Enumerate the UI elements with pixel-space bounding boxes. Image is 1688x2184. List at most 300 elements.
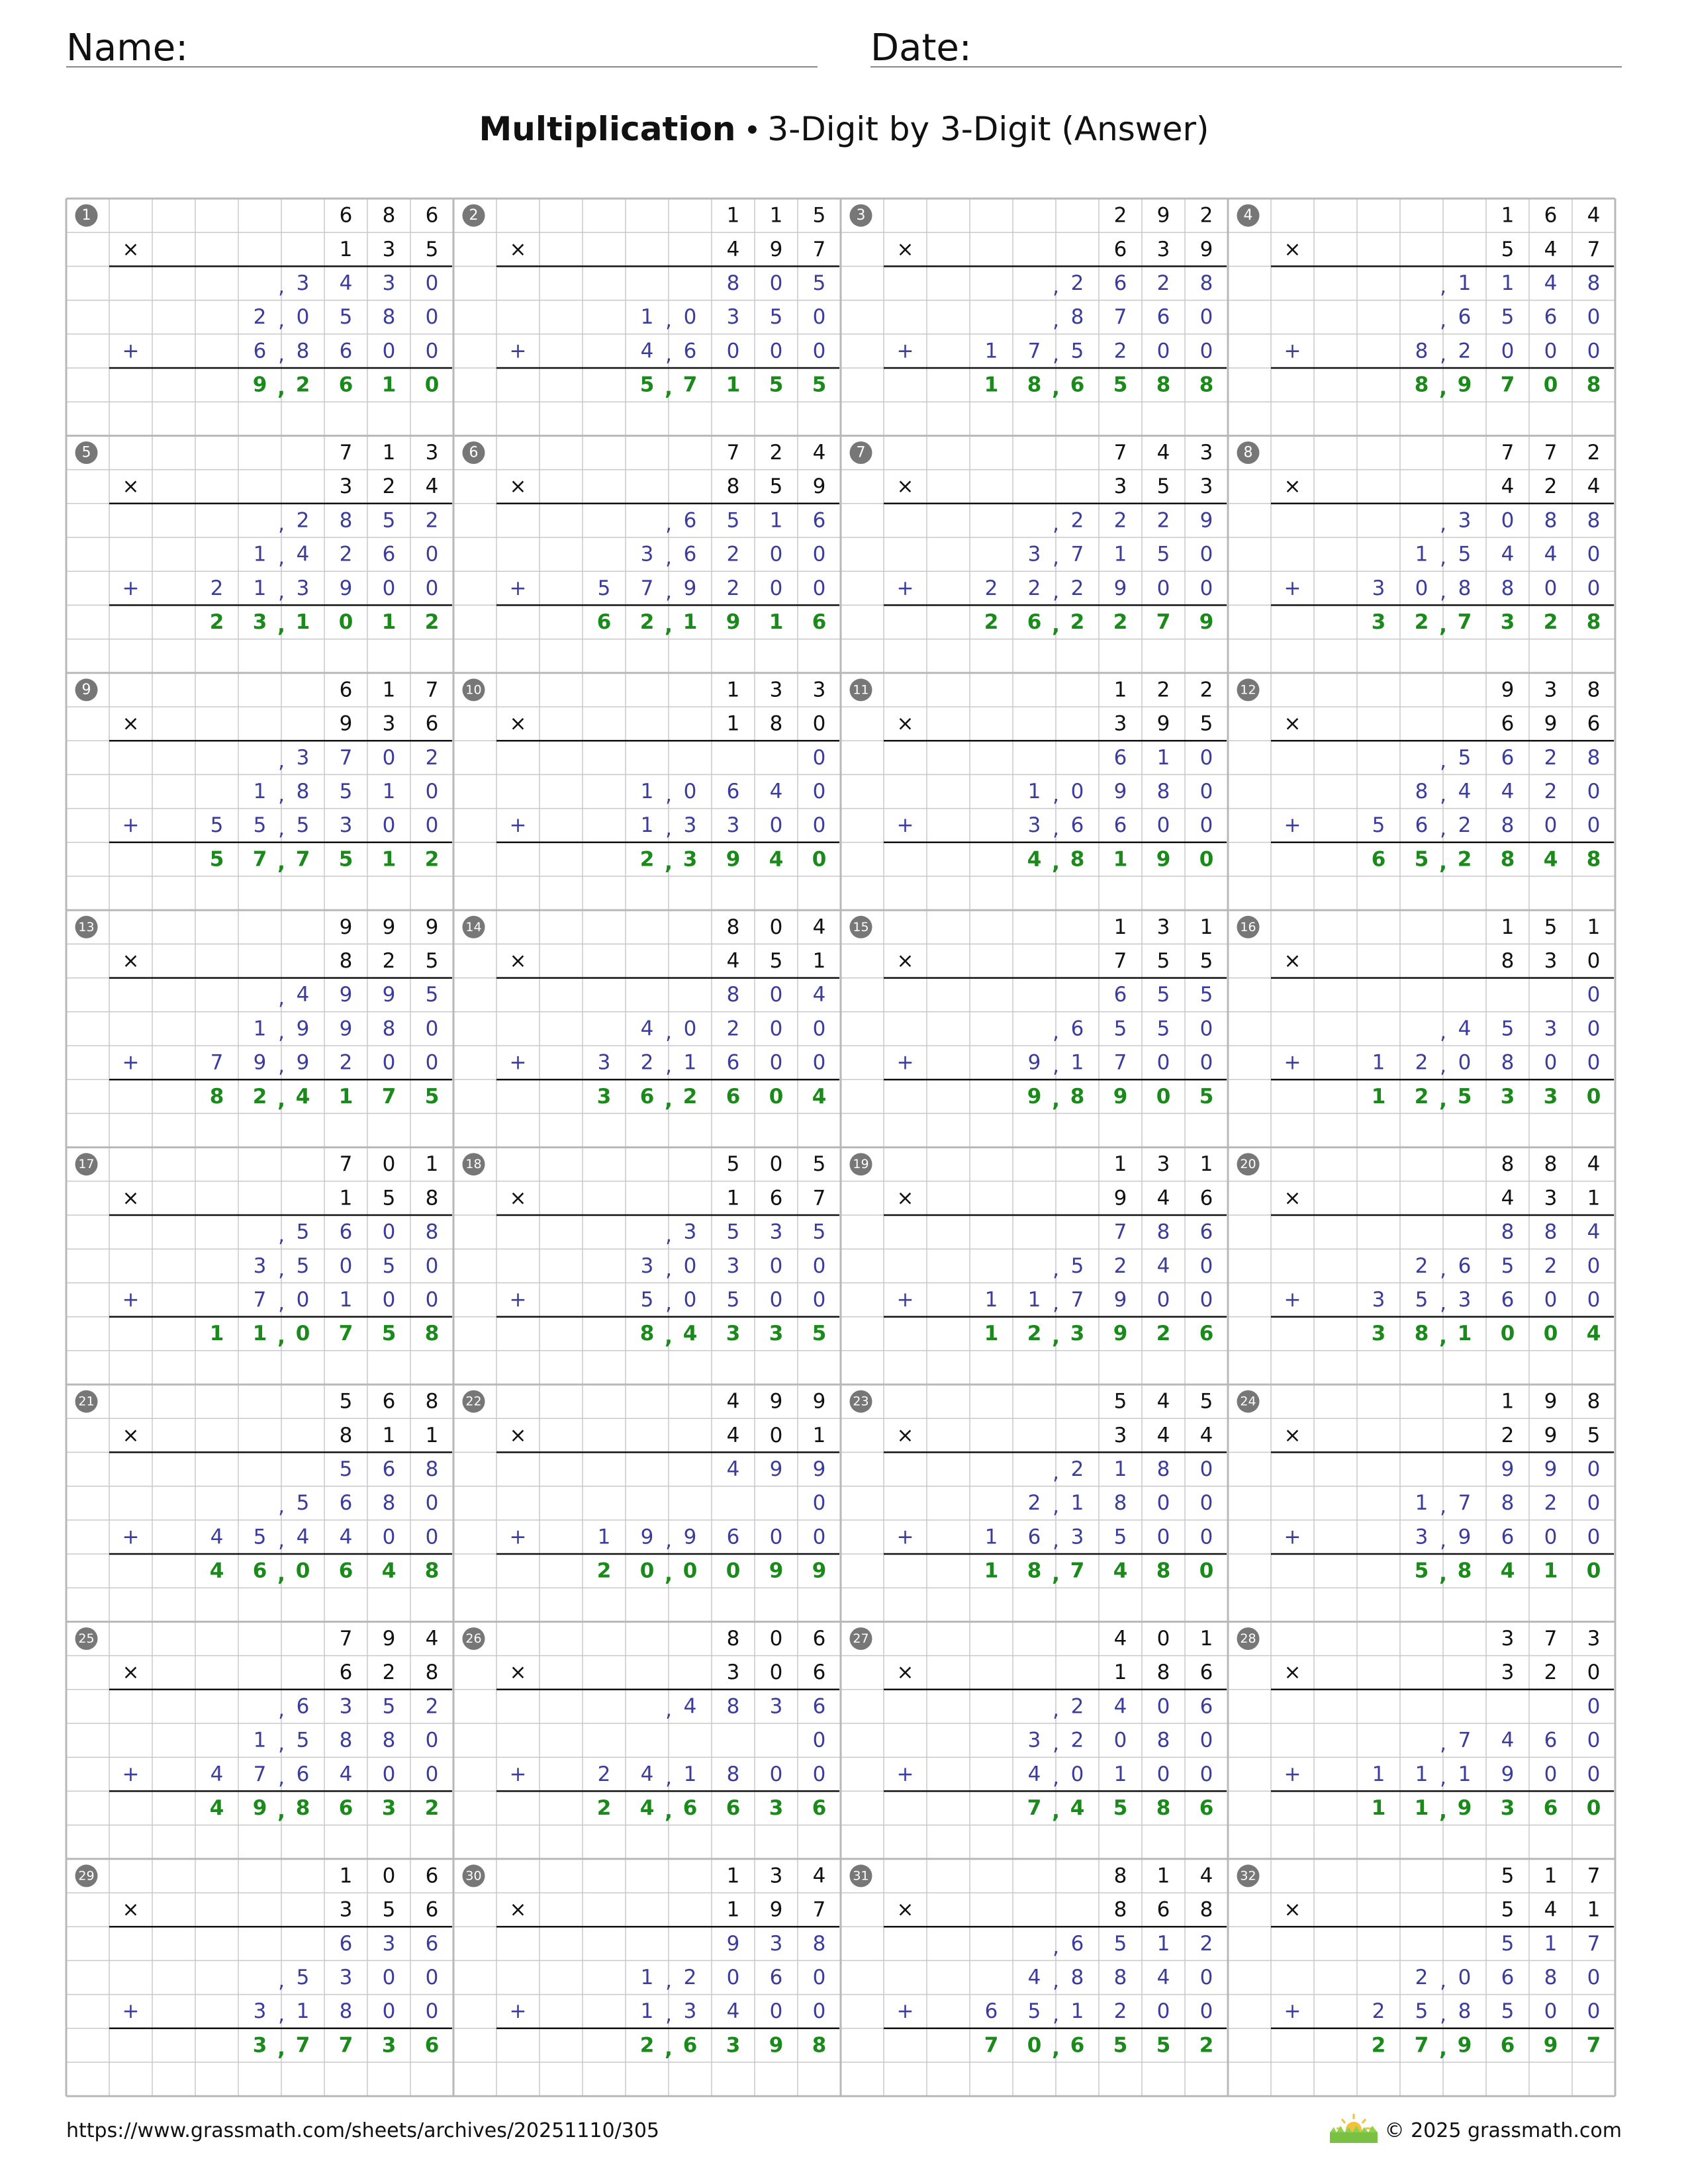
- multiplicand-digit: 3: [1156, 915, 1170, 939]
- multiplier-holder: [340, 1424, 439, 1447]
- title-main: Multiplication: [479, 110, 736, 148]
- multiplicand-holder: [727, 1864, 826, 1888]
- times-sign: ×: [509, 1661, 527, 1685]
- multiplicand-holder: [1114, 1864, 1213, 1888]
- partial-product-digit: 1: [1027, 780, 1041, 803]
- multiplier-digit: 9: [1544, 711, 1558, 736]
- partial-product-digit: 1: [1156, 745, 1170, 770]
- problem-number-badge: [850, 1627, 872, 1650]
- problem-number: 29: [78, 1868, 95, 1884]
- multiplicand-digit: 2: [1156, 678, 1170, 702]
- partial-product-digit: 0: [382, 1288, 396, 1312]
- multiplicand-digit: 7: [1544, 441, 1558, 465]
- plus-sign: +: [122, 1288, 140, 1312]
- multiplier-digit: 3: [1113, 711, 1127, 736]
- answer-holder: [640, 847, 827, 874]
- answer-digit: 0: [424, 373, 440, 397]
- multiplier-holder: [340, 1661, 439, 1684]
- partial-product-digit: 4: [812, 983, 826, 1007]
- multiplicand-digit: 0: [769, 915, 783, 939]
- problem-number-badge: [75, 441, 98, 464]
- partial-product-holder: [1053, 1254, 1213, 1281]
- partial-product-digit: 9: [253, 1050, 267, 1075]
- multiplier-holder: [1501, 1186, 1601, 1210]
- partial-product-digit: 2: [1415, 1966, 1429, 1989]
- partial-product-digit: 3: [339, 1694, 353, 1719]
- problem-4: [1237, 204, 1615, 400]
- answer-digit: 0: [769, 1084, 784, 1109]
- partial-product-comma: ,: [278, 1528, 285, 1553]
- multiplier-holder: [1114, 712, 1213, 736]
- multiplier-digit: 6: [1199, 1661, 1213, 1685]
- partial-product-comma: ,: [1440, 817, 1446, 841]
- partial-product-digit: 1: [253, 780, 267, 803]
- partial-product-digit: 5: [425, 983, 439, 1007]
- partial-product-digit: 2: [1544, 780, 1558, 803]
- partial-product-digit: 1: [1458, 271, 1472, 295]
- multiplier-digit: 1: [726, 1897, 740, 1922]
- partial-product-digit: 2: [1113, 508, 1127, 533]
- partial-product-digit: 0: [425, 1050, 439, 1075]
- answer-comma: ,: [277, 2036, 285, 2061]
- answer-digit: 9: [1543, 2033, 1558, 2058]
- partial-product-holder: [1440, 1017, 1600, 1044]
- partial-product-digit: 8: [726, 1694, 740, 1719]
- times-sign: ×: [1284, 949, 1301, 973]
- multiplicand-holder: [340, 1864, 439, 1888]
- partial-product-digit: 8: [726, 271, 740, 295]
- partial-product-digit: 0: [1199, 813, 1213, 838]
- answer-digit: 2: [1371, 2033, 1386, 2058]
- partial-product-comma: ,: [1053, 1698, 1059, 1722]
- partial-product-digit: 4: [1544, 271, 1558, 295]
- partial-product-digit: 0: [769, 813, 783, 838]
- partial-product-digit: 1: [640, 813, 654, 838]
- partial-product-digit: 0: [1544, 1050, 1558, 1075]
- partial-product-digit: 7: [1458, 1491, 1472, 1516]
- plus-sign: +: [509, 1525, 527, 1549]
- answer-digit: 0: [295, 1559, 310, 1583]
- multiplicand-digit: 4: [812, 441, 826, 465]
- partial-product-digit: 4: [640, 1762, 654, 1786]
- answer-digit: 3: [769, 1796, 784, 1820]
- answer-digit: 9: [726, 847, 741, 872]
- partial-product-digit: 3: [640, 542, 654, 567]
- partial-product-digit: 6: [984, 1999, 998, 2024]
- partial-product-digit: 6: [1070, 1931, 1084, 1956]
- multiplicand-digit: 8: [1587, 1389, 1601, 1414]
- multiplicand-holder: [727, 678, 826, 702]
- answer-digit: 6: [1027, 610, 1042, 634]
- partial-product-digit: 3: [769, 1220, 783, 1244]
- plus-sign: +: [1284, 1050, 1301, 1075]
- partial-product-comma: ,: [1053, 308, 1059, 333]
- multiplicand-digit: 7: [1501, 441, 1515, 465]
- answer-digit: 7: [252, 847, 267, 872]
- answer-digit: 5: [1156, 2033, 1171, 2058]
- partial-product-comma: ,: [665, 579, 672, 604]
- multiplier-digit: 1: [726, 711, 740, 736]
- answer-digit: 3: [726, 1322, 741, 1346]
- partial-product-digit: 0: [769, 542, 783, 567]
- answer-comma: ,: [1052, 1562, 1060, 1586]
- answer-digit: 5: [1457, 1084, 1472, 1109]
- answer-digit: 5: [1113, 373, 1128, 397]
- multiplier-digit: 4: [726, 1423, 740, 1447]
- multiplicand-digit: 0: [382, 1864, 396, 1888]
- multiplier-holder: [1501, 238, 1601, 261]
- problem-12: [1237, 678, 1615, 874]
- answer-comma: ,: [277, 1562, 285, 1586]
- multiplier-digit: 7: [812, 237, 826, 261]
- partial-product-digit: 6: [1027, 1525, 1041, 1549]
- answer-digit: 0: [1199, 847, 1214, 872]
- partial-product-digit: 2: [1199, 1931, 1213, 1956]
- partial-product-comma: ,: [278, 1765, 285, 1790]
- multiplier-digit: 9: [1544, 1423, 1558, 1447]
- partial-product-comma: ,: [1440, 2003, 1446, 2027]
- partial-product-digit: 0: [1199, 1728, 1213, 1752]
- multiplicand-digit: 7: [339, 1152, 353, 1177]
- plus-sign: +: [509, 1050, 527, 1075]
- answer-digit: 4: [1027, 847, 1042, 872]
- partial-product-digit: 5: [382, 1694, 396, 1719]
- partial-product-digit: 1: [253, 1017, 267, 1041]
- partial-product-digit: 2: [1156, 271, 1170, 295]
- partial-product-digit: 0: [812, 1491, 826, 1516]
- partial-product-comma: ,: [1440, 1765, 1446, 1790]
- partial-product-digit: 8: [1587, 508, 1601, 533]
- multiplier-digit: 1: [812, 1423, 826, 1447]
- partial-product-digit: 6: [339, 1220, 353, 1244]
- partial-product-digit: 7: [640, 576, 654, 600]
- partial-product-digit: 0: [1199, 576, 1213, 600]
- partial-product-digit: 0: [1587, 1288, 1601, 1312]
- answer-digit: 3: [252, 610, 267, 634]
- partial-product-comma: ,: [1053, 1054, 1059, 1078]
- partial-product-digit: 1: [597, 1525, 611, 1549]
- answer-comma: ,: [1439, 1799, 1447, 1823]
- multiplier-digit: 6: [339, 1661, 353, 1685]
- partial-product-comma: ,: [278, 1969, 285, 1993]
- partial-product-holder: [278, 271, 438, 298]
- answer-digit: 3: [1543, 1084, 1558, 1109]
- partial-product-digit: 6: [683, 542, 697, 567]
- answer-digit: 2: [639, 2033, 655, 2058]
- partial-product-digit: 4: [1027, 1762, 1041, 1786]
- partial-product-digit: 0: [425, 1017, 439, 1041]
- partial-product-digit: 0: [382, 1525, 396, 1549]
- multiplier-holder: [727, 712, 826, 736]
- partial-product-digit: 6: [382, 542, 396, 567]
- multiplicand-digit: 1: [1113, 915, 1127, 939]
- partial-product-digit: 0: [1156, 1288, 1170, 1312]
- partial-product-digit: 4: [339, 1525, 353, 1549]
- title-subtitle: 3-Digit by 3-Digit (Answer): [767, 110, 1209, 148]
- partial-product-comma: ,: [1053, 1494, 1059, 1519]
- partial-product-holder: [727, 1457, 826, 1481]
- partial-product-digit: 0: [425, 813, 439, 838]
- partial-product-digit: 9: [1113, 1288, 1127, 1312]
- problem-number-badge: [1237, 1153, 1260, 1175]
- partial-product-digit: 0: [382, 1999, 396, 2024]
- multiplicand-digit: 4: [726, 1389, 740, 1414]
- answer-digit: 6: [812, 610, 827, 634]
- answer-digit: 1: [381, 610, 397, 634]
- partial-product-digit: 2: [425, 508, 439, 533]
- answer-digit: 6: [726, 1084, 741, 1109]
- multiplier-holder: [340, 475, 439, 498]
- partial-product-digit: 1: [1544, 1931, 1558, 1956]
- partial-product-digit: 8: [1501, 576, 1515, 600]
- partial-product-digit: 8: [1415, 339, 1429, 363]
- multiplicand-digit: 1: [726, 678, 740, 702]
- problem-number-badge: [1237, 678, 1260, 701]
- multiplier-digit: 5: [1501, 237, 1515, 261]
- answer-digit: 8: [1457, 1559, 1472, 1583]
- multiplicand-digit: 3: [425, 441, 439, 465]
- partial-product-digit: 1: [683, 1762, 697, 1786]
- answer-comma: ,: [665, 850, 673, 875]
- answer-digit: 3: [1371, 1322, 1386, 1346]
- answer-digit: 2: [424, 610, 440, 634]
- partial-product-comma: ,: [1053, 579, 1059, 604]
- answer-digit: 6: [338, 373, 353, 397]
- answer-digit: 7: [1457, 610, 1472, 634]
- partial-product-digit: 0: [683, 1288, 697, 1312]
- answer-digit: 3: [682, 847, 698, 872]
- partial-product-holder: [1501, 1457, 1601, 1481]
- partial-product-comma: ,: [278, 749, 285, 773]
- answer-digit: 1: [1457, 1322, 1472, 1346]
- answer-digit: 6: [424, 2033, 440, 2058]
- problem-number: 7: [856, 444, 866, 461]
- partial-product-digit: 0: [382, 1762, 396, 1786]
- partial-product-digit: 0: [812, 1762, 826, 1786]
- partial-product-digit: 0: [1156, 1694, 1170, 1719]
- partial-product-digit: 1: [984, 1288, 998, 1312]
- partial-product-digit: 1: [1372, 1050, 1385, 1075]
- partial-product-digit: 8: [1199, 271, 1213, 295]
- answer-holder: [640, 2033, 827, 2060]
- answer-digit: 1: [381, 847, 397, 872]
- partial-product-digit: 0: [1501, 508, 1515, 533]
- multiplicand-holder: [340, 441, 439, 465]
- answer-comma: ,: [1052, 376, 1060, 400]
- answer-digit: 2: [209, 610, 224, 634]
- partial-product-digit: 0: [1199, 1999, 1213, 2024]
- partial-product-comma: ,: [278, 545, 285, 570]
- multiplicand-digit: 1: [726, 203, 740, 228]
- problem-number: 12: [1240, 682, 1256, 698]
- multiplicand-holder: [1501, 915, 1601, 939]
- partial-product-digit: 5: [1501, 1017, 1515, 1041]
- partial-product-digit: 4: [296, 1525, 310, 1549]
- partial-product-digit: 0: [1587, 1253, 1601, 1278]
- multiplicand-digit: 1: [1156, 1864, 1170, 1888]
- multiplicand-holder: [340, 678, 439, 702]
- multiplicand-digit: 4: [1587, 1152, 1601, 1177]
- partial-product-digit: 0: [1587, 1694, 1601, 1719]
- partial-product-comma: ,: [278, 512, 285, 536]
- times-sign: ×: [896, 237, 914, 261]
- multiplier-digit: 8: [339, 1423, 353, 1447]
- problem-number-badge: [463, 1153, 485, 1175]
- partial-product-digit: 1: [382, 780, 396, 803]
- plus-sign: +: [896, 576, 914, 600]
- times-sign: ×: [509, 1897, 527, 1922]
- multiplicand-holder: [1114, 1627, 1213, 1651]
- partial-product-digit: 2: [726, 576, 740, 600]
- problem-number: 14: [465, 919, 482, 934]
- answer-digit: 9: [1027, 1084, 1042, 1109]
- partial-product-digit: 4: [640, 1017, 654, 1041]
- partial-product-digit: 3: [296, 271, 310, 295]
- partial-product-digit: 8: [1501, 813, 1515, 838]
- partial-product-digit: 8: [1156, 1220, 1170, 1244]
- problem-number-badge: [463, 1864, 485, 1887]
- multiplier-digit: 6: [1199, 1186, 1213, 1210]
- problem-number: 28: [1240, 1631, 1256, 1646]
- answer-digit: 9: [1457, 373, 1472, 397]
- times-sign: ×: [509, 711, 527, 736]
- times-sign: ×: [896, 1186, 914, 1210]
- answer-digit: 2: [1070, 610, 1085, 634]
- partial-product-digit: 2: [597, 1762, 611, 1786]
- partial-product-digit: 5: [726, 1288, 740, 1312]
- multiplier-digit: 4: [1501, 475, 1515, 499]
- multiplicand-digit: 5: [726, 1152, 740, 1177]
- answer-digit: 5: [424, 1084, 440, 1109]
- partial-product-digit: 1: [984, 1525, 998, 1549]
- partial-product-digit: 6: [1501, 1288, 1515, 1312]
- partial-product-digit: 9: [1199, 508, 1213, 533]
- partial-product-digit: 0: [1587, 1999, 1601, 2024]
- multiplier-digit: 1: [339, 237, 353, 261]
- problem-6: [463, 441, 840, 637]
- partial-product-digit: 5: [1156, 983, 1170, 1007]
- problem-number-badge: [463, 1390, 485, 1413]
- answer-digit: 4: [812, 1084, 827, 1109]
- answer-comma: ,: [277, 1087, 285, 1112]
- partial-product-holder: [1440, 746, 1600, 773]
- answer-digit: 0: [1586, 1796, 1601, 1820]
- partial-product-digit: 0: [1544, 1525, 1558, 1549]
- multiplier-digit: 0: [769, 1661, 783, 1685]
- multiplier-digit: 6: [1587, 711, 1601, 736]
- partial-product-digit: 8: [296, 339, 310, 363]
- answer-comma: ,: [1052, 1799, 1060, 1823]
- multiplicand-holder: [1501, 1152, 1601, 1176]
- answer-digit: 0: [1586, 1559, 1601, 1583]
- problem-number-badge: [463, 678, 485, 701]
- answer-digit: 2: [424, 1796, 440, 1820]
- partial-product-holder: [1501, 1220, 1601, 1244]
- partial-product-digit: 3: [1027, 813, 1041, 838]
- partial-product-digit: 0: [1587, 780, 1601, 803]
- partial-product-digit: 3: [382, 271, 396, 295]
- partial-product-digit: 1: [769, 508, 783, 533]
- answer-digit: 0: [1199, 1559, 1214, 1583]
- plus-sign: +: [509, 339, 527, 363]
- partial-product-digit: 1: [253, 1728, 267, 1752]
- partial-product-digit: 5: [1199, 983, 1213, 1007]
- multiplicand-digit: 8: [1113, 1864, 1127, 1888]
- answer-digit: 9: [1113, 1322, 1128, 1346]
- partial-product-digit: 0: [1199, 1491, 1213, 1516]
- partial-product-digit: 0: [1587, 576, 1601, 600]
- partial-product-digit: 0: [1544, 813, 1558, 838]
- multiplier-digit: 3: [1113, 475, 1127, 499]
- multiplier-holder: [727, 1661, 826, 1684]
- partial-product-digit: 2: [984, 576, 998, 600]
- multiplicand-digit: 7: [1587, 1864, 1601, 1888]
- partial-product-digit: 5: [296, 1253, 310, 1278]
- partial-product-digit: 1: [253, 542, 267, 567]
- partial-product-digit: 8: [1458, 576, 1472, 600]
- partial-product-comma: ,: [665, 783, 672, 807]
- multiplicand-digit: 5: [1501, 1864, 1515, 1888]
- partial-product-digit: 0: [382, 1050, 396, 1075]
- multiplier-holder: [727, 1186, 826, 1210]
- multiplicand-digit: 1: [1113, 678, 1127, 702]
- multiplier-digit: 1: [339, 1186, 353, 1210]
- plus-sign: +: [122, 813, 140, 838]
- answer-digit: 2: [639, 847, 655, 872]
- partial-product-comma: ,: [278, 986, 285, 1011]
- multiplier-holder: [727, 475, 826, 498]
- problem-number-badge: [75, 1153, 98, 1175]
- answer-digit: 8: [424, 1322, 440, 1346]
- problem-20: [1237, 1152, 1615, 1349]
- multiplier-holder: [340, 238, 439, 261]
- answer-digit: 7: [338, 2033, 353, 2058]
- multiplier-digit: 9: [339, 711, 353, 736]
- problem-number-badge: [463, 441, 485, 464]
- answer-digit: 6: [1070, 2033, 1085, 2058]
- footer-url[interactable]: https://www.grassmath.com/sheets/archives/20251110/305: [66, 2119, 660, 2142]
- partial-product-digit: 5: [597, 576, 611, 600]
- partial-product-digit: 0: [1587, 813, 1601, 838]
- partial-product-holder: [1114, 746, 1213, 770]
- answer-digit: 8: [1027, 1559, 1042, 1583]
- multiplicand-digit: 6: [812, 1627, 826, 1651]
- partial-product-digit: 6: [1199, 1220, 1213, 1244]
- problem-17: [75, 1152, 453, 1349]
- partial-product-digit: 1: [1501, 271, 1515, 295]
- answer-holder: [1027, 847, 1214, 874]
- problem-31: [850, 1864, 1227, 2060]
- multiplier-digit: 7: [1587, 237, 1601, 261]
- times-sign: ×: [1284, 711, 1301, 736]
- answer-digit: 0: [726, 1559, 741, 1583]
- partial-product-comma: ,: [1053, 783, 1059, 807]
- partial-product-comma: ,: [1053, 1257, 1059, 1281]
- partial-product-holder: [278, 1966, 438, 1993]
- partial-product-digit: 0: [812, 1288, 826, 1312]
- multiplier-digit: 4: [1501, 1186, 1515, 1210]
- partial-product-digit: 5: [1458, 745, 1472, 770]
- answer-digit: 6: [252, 1559, 267, 1583]
- multiplier-digit: 7: [812, 1897, 826, 1922]
- partial-product-digit: 7: [1070, 1288, 1084, 1312]
- partial-product-digit: 0: [683, 305, 697, 330]
- answer-digit: 5: [381, 1322, 397, 1346]
- problem-21: [75, 1390, 453, 1586]
- multiplicand-digit: 4: [1199, 1864, 1213, 1888]
- problem-number: 15: [853, 919, 869, 934]
- times-sign: ×: [122, 1661, 140, 1685]
